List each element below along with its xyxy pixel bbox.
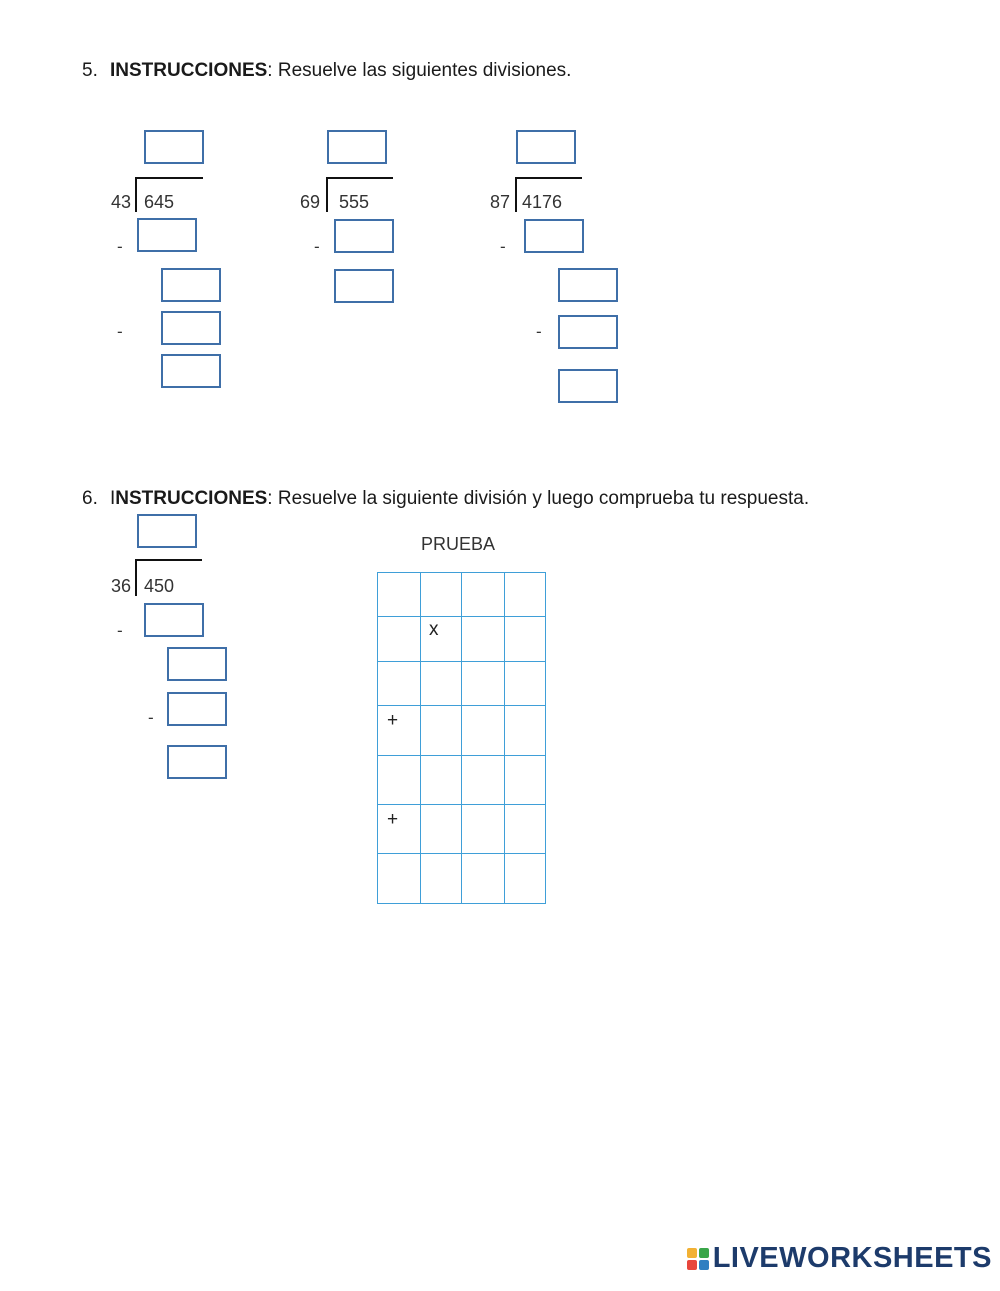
section-6-heading: [82, 488, 809, 510]
quotient-input-2[interactable]: [327, 130, 387, 164]
proof-cell[interactable]: [504, 853, 546, 904]
section-5-title: INSTRUCCIONES: [110, 60, 268, 81]
logo-mark-icon: [687, 1248, 709, 1270]
dividend-2: 555: [339, 192, 370, 212]
section-5-heading: [82, 60, 571, 82]
step-input-1b[interactable]: [161, 268, 221, 302]
dividend-3: 4176: [522, 192, 563, 212]
step-input-1c[interactable]: [161, 311, 221, 345]
proof-cell[interactable]: [420, 705, 462, 756]
logo-square: [699, 1248, 709, 1258]
section-6-title: NSTRUCCIONES: [115, 488, 268, 509]
proof-cell[interactable]: [504, 705, 546, 756]
proof-cell[interactable]: [420, 572, 462, 617]
dividend-1: 645: [144, 192, 175, 212]
logo-square: [699, 1260, 709, 1270]
division-bracket-vertical: [135, 560, 137, 596]
proof-cell[interactable]: [420, 661, 462, 706]
step-input-4d[interactable]: [167, 745, 227, 779]
minus-sign: -: [500, 237, 506, 256]
multiply-symbol: x: [420, 616, 462, 662]
section-5-instructions: : Resuelve las siguientes divisiones.: [267, 60, 572, 81]
proof-cell[interactable]: [420, 853, 462, 904]
step-input-3c[interactable]: [558, 315, 618, 349]
divisor-4: 36: [111, 576, 132, 596]
logo-square: [687, 1248, 697, 1258]
logo-square: [687, 1260, 697, 1270]
quotient-input-3[interactable]: [516, 130, 576, 164]
step-input-4c[interactable]: [167, 692, 227, 726]
step-input-4a[interactable]: [144, 603, 204, 637]
proof-cell[interactable]: [461, 755, 505, 805]
proof-cell[interactable]: [377, 661, 421, 706]
proof-cell[interactable]: [504, 572, 546, 617]
divisor-2: 69: [300, 192, 321, 212]
proof-label: PRUEBA: [421, 534, 496, 554]
step-input-1d[interactable]: [161, 354, 221, 388]
minus-sign: -: [117, 237, 123, 256]
proof-cell[interactable]: [420, 755, 462, 805]
section-6-number: 6.: [82, 488, 98, 509]
proof-cell[interactable]: [504, 616, 546, 662]
step-input-3a[interactable]: [524, 219, 584, 253]
minus-sign: -: [117, 322, 123, 341]
division-bracket-horizontal: [326, 177, 393, 179]
division-bracket-horizontal: [135, 559, 202, 561]
section-6-instructions: : Resuelve la siguiente división y luego comprueba tu respuesta.: [267, 488, 810, 509]
step-input-2a[interactable]: [334, 219, 394, 253]
step-input-4b[interactable]: [167, 647, 227, 681]
section-6-title-prefix: I: [110, 488, 116, 509]
logo-text: LIVEWORKSHEETS: [712, 1242, 992, 1274]
plus-symbol: +: [377, 804, 421, 854]
proof-cell[interactable]: [461, 661, 505, 706]
proof-cell[interactable]: [377, 755, 421, 805]
division-bracket-horizontal: [515, 177, 582, 179]
step-input-3d[interactable]: [558, 369, 618, 403]
divisor-3: 87: [490, 192, 511, 212]
liveworksheets-logo[interactable]: [687, 1242, 992, 1275]
quotient-input-4[interactable]: [137, 514, 197, 548]
plus-symbol: +: [377, 705, 421, 756]
quotient-input-1[interactable]: [144, 130, 204, 164]
proof-cell[interactable]: [461, 616, 505, 662]
proof-cell[interactable]: [504, 755, 546, 805]
proof-cell[interactable]: [420, 804, 462, 854]
minus-sign: -: [536, 322, 542, 341]
proof-cell[interactable]: [461, 705, 505, 756]
proof-cell[interactable]: [504, 661, 546, 706]
dividend-4: 450: [144, 576, 175, 596]
division-bracket-horizontal: [135, 177, 203, 179]
proof-cell[interactable]: [461, 804, 505, 854]
section-5-number: 5.: [82, 60, 98, 81]
minus-sign: -: [148, 708, 154, 727]
proof-cell[interactable]: [377, 616, 421, 662]
step-input-2b[interactable]: [334, 269, 394, 303]
proof-cell[interactable]: [377, 853, 421, 904]
minus-sign: -: [314, 237, 320, 256]
divisor-1: 43: [111, 192, 132, 212]
division-bracket-vertical: [515, 178, 517, 212]
proof-cell[interactable]: [504, 804, 546, 854]
division-bracket-vertical: [326, 178, 328, 212]
step-input-3b[interactable]: [558, 268, 618, 302]
proof-cell[interactable]: [461, 572, 505, 617]
proof-cell[interactable]: [377, 572, 421, 617]
minus-sign: -: [117, 621, 123, 640]
step-input-1a[interactable]: [137, 218, 197, 252]
division-bracket-vertical: [135, 178, 137, 212]
proof-cell[interactable]: [461, 853, 505, 904]
